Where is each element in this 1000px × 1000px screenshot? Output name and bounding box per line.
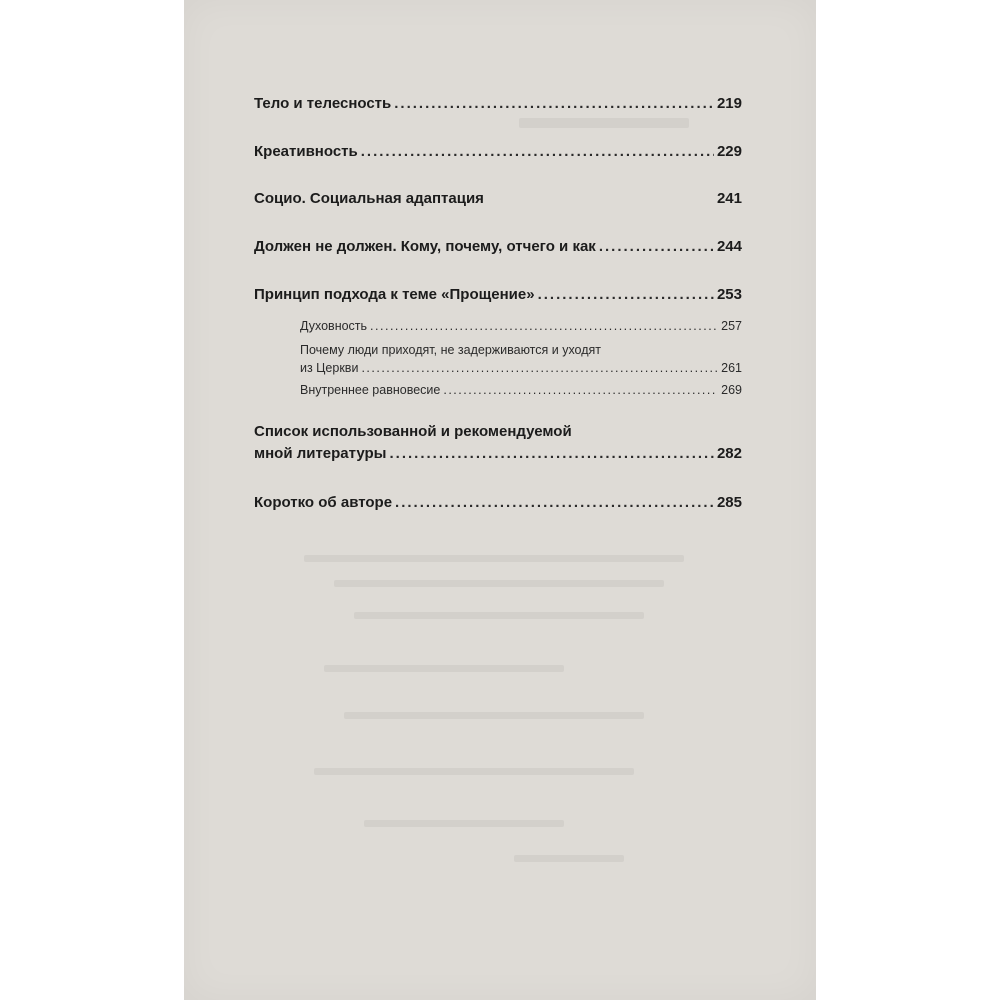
toc-entry: [254, 238, 742, 255]
toc-entry-page: 285: [716, 494, 742, 511]
toc-leader-dots: [599, 238, 714, 255]
show-through-mark: [354, 612, 644, 619]
book-page: [184, 0, 816, 1000]
toc-entry-title: Креативность: [254, 143, 358, 160]
toc-subentry-title: Духовность: [300, 319, 368, 333]
toc-leader-dots: [361, 143, 714, 160]
toc-subentry-page: 257: [721, 319, 742, 333]
show-through-mark: [514, 855, 624, 862]
toc-entry-title-line2: мной литературы: [254, 445, 387, 462]
toc-subentry-title: Внутреннее равновесие: [300, 383, 441, 397]
toc-entry-page: 241: [716, 190, 742, 207]
toc-subentry: [254, 319, 742, 333]
toc-subentry: [254, 383, 742, 397]
toc-entry: [254, 423, 742, 462]
toc-entry: [254, 95, 742, 112]
show-through-mark: [334, 580, 664, 587]
toc-subentry: [254, 343, 742, 375]
toc-subentry-page: 269: [721, 383, 742, 397]
toc-entry: [254, 143, 742, 160]
toc-entry-title: Принцип подхода к теме «Прощение»: [254, 286, 535, 303]
toc-entry-page: 229: [716, 143, 742, 160]
toc-leader-dots: [443, 383, 718, 397]
toc-entry-title: Коротко об авторе: [254, 494, 393, 511]
toc-entry-title: Должен не должен. Кому, почему, отчего и как: [254, 238, 596, 255]
toc-subentry-title-line2: из Церкви: [300, 361, 359, 375]
toc-entry-page: 219: [716, 95, 742, 112]
toc-subentry-page: 261: [721, 361, 742, 375]
show-through-mark: [344, 712, 644, 719]
show-through-mark: [314, 768, 634, 775]
toc-entry-page: 282: [716, 445, 742, 462]
toc-leader-dots: [394, 95, 714, 112]
toc-entry-title: Тело и телесность: [254, 95, 392, 112]
toc-leader-dots: [538, 286, 714, 303]
show-through-mark: [364, 820, 564, 827]
show-through-mark: [324, 665, 564, 672]
show-through-mark: [519, 118, 689, 128]
toc-leader-dots: [361, 361, 718, 375]
toc-entry-title-line1: Список использованной и рекомендуемой: [254, 423, 572, 440]
show-through-mark: [304, 555, 684, 562]
toc-entry: [254, 286, 742, 303]
toc-entry-page: 244: [716, 238, 742, 255]
toc-entry: [254, 494, 742, 511]
toc-entry-page: 253: [716, 286, 742, 303]
toc-entry: [254, 190, 742, 207]
toc-leader-dots: [395, 494, 714, 511]
toc-leader-dots: [390, 445, 714, 462]
toc-subentry-title-line1: Почему люди приходят, не задерживаются и уходят: [300, 343, 602, 357]
toc-entry-title: Социо. Социальная адаптация: [254, 190, 484, 207]
toc-leader-dots: [370, 319, 718, 333]
